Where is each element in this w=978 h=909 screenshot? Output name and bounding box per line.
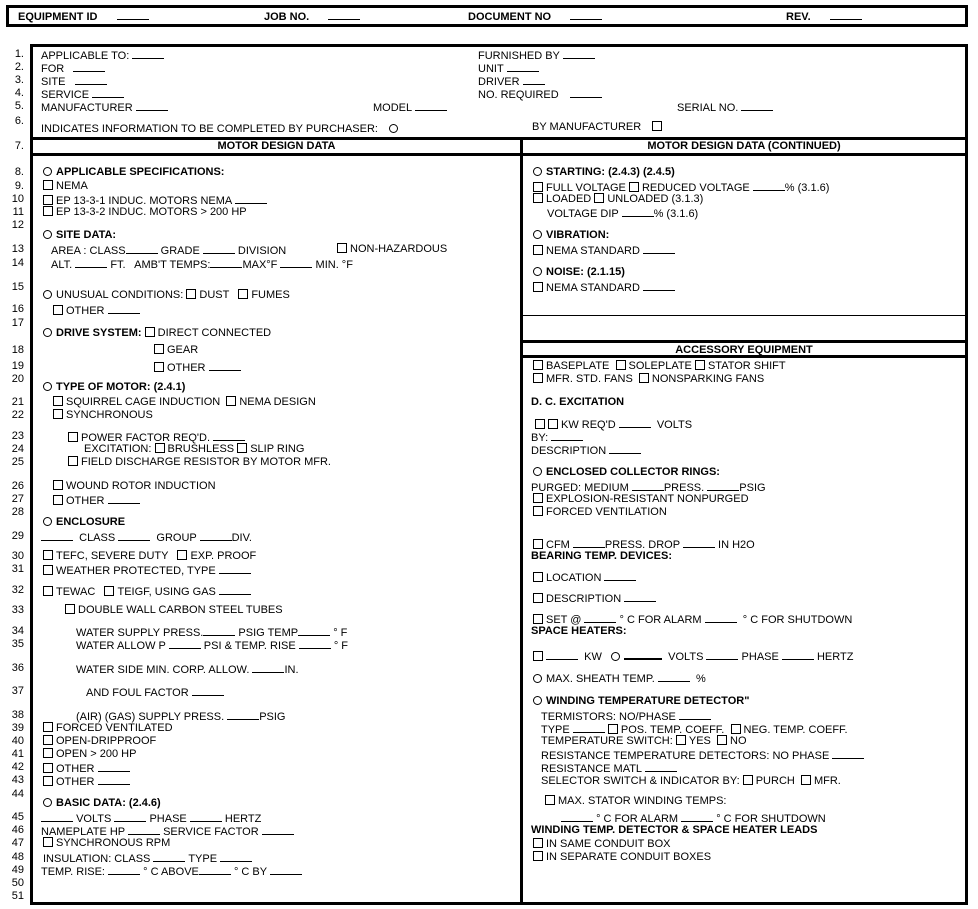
checkbox[interactable] <box>548 419 558 429</box>
dc-excitation-heading: D. C. EXCITATION <box>531 396 625 408</box>
type-of-motor-heading: TYPE OF MOTOR: (2.4.1) <box>43 381 185 394</box>
space-heaters-heading: SPACE HEATERS: <box>531 625 627 637</box>
tefc-row[interactable]: TEFC, SEVERE DUTY EXP. PROOF <box>43 550 256 563</box>
open-dripproof-option[interactable]: OPEN-DRIPPROOF <box>43 735 156 748</box>
purged-row: PURGED: MEDIUM PRESS. PSIG <box>531 482 766 494</box>
line-number: 3. <box>14 74 24 86</box>
line-number: 12 <box>11 219 24 231</box>
manufacturer-row: MANUFACTURER <box>41 100 168 115</box>
checkbox[interactable] <box>43 837 53 847</box>
location-option[interactable]: LOCATION <box>533 570 636 585</box>
rtd-row: RESISTANCE TEMPERATURE DETECTORS: NO PHASE <box>541 748 864 763</box>
line-number: 47 <box>11 837 24 849</box>
direct-connected-checkbox[interactable] <box>145 327 155 337</box>
set-at-row[interactable]: SET @ ° C FOR ALARM ° C FOR SHUTDOWN <box>533 612 852 627</box>
line-number: 41 <box>11 748 24 760</box>
line-number: 49 <box>11 864 24 876</box>
loaded-row[interactable]: LOADED UNLOADED (3.1.3) <box>533 193 703 206</box>
line-number: 42 <box>11 761 24 773</box>
voltage-dip-row: VOLTAGE DIP % (3.1.6) <box>547 208 699 220</box>
checkbox[interactable] <box>53 480 63 490</box>
no-checkbox[interactable] <box>717 735 727 745</box>
checkbox[interactable] <box>533 193 543 203</box>
water-allow-row: WATER ALLOW P PSI & TEMP. RISE ° F <box>76 640 348 652</box>
noise-nema-option[interactable]: NEMA STANDARD <box>533 280 675 295</box>
alt-row: ALT. FT. AMB'T TEMPS: MAX°F MIN. °F <box>51 259 353 271</box>
checkbox[interactable] <box>53 305 63 315</box>
model-field[interactable] <box>415 100 447 111</box>
mfr-checkbox[interactable] <box>801 775 811 785</box>
rev-field[interactable] <box>830 9 862 20</box>
stator-alarm-row: ° C FOR ALARM ° C FOR SHUTDOWN <box>561 811 826 826</box>
temp-rise-row: TEMP. RISE: ° C ABOVE ° C BY <box>41 864 302 879</box>
space-heaters-row: KW VOLTS PHASE HERTZ <box>533 648 853 664</box>
no-required-field[interactable] <box>570 87 602 98</box>
winding-leads-heading: WINDING TEMP. DETECTOR & SPACE HEATER LEADS <box>531 824 818 836</box>
unloaded-checkbox[interactable] <box>594 193 604 203</box>
equipment-id-label: EQUIPMENT ID <box>18 9 149 24</box>
line-number: 14 <box>11 257 24 269</box>
starting-heading: STARTING: (2.4.3) (2.4.5) <box>533 166 675 179</box>
pos-temp-checkbox[interactable] <box>608 724 618 734</box>
checkbox[interactable] <box>43 206 53 216</box>
checkbox[interactable] <box>43 565 53 575</box>
line-number: 26 <box>11 480 24 492</box>
stator-shift-checkbox[interactable] <box>695 360 705 370</box>
line-number: 40 <box>11 735 24 747</box>
enclosure-heading: ENCLOSURE <box>43 516 125 529</box>
line-number: 51 <box>11 890 24 902</box>
unusual-other[interactable]: OTHER <box>53 303 140 318</box>
forced-ventilation-option[interactable]: FORCED VENTILATION <box>533 506 667 519</box>
accessory-title: ACCESSORY EQUIPMENT <box>675 344 813 356</box>
checkbox[interactable] <box>533 593 543 603</box>
document-no-label: DOCUMENT NO <box>468 9 602 24</box>
circle-icon <box>43 230 52 239</box>
insulation-row: INSULATION: CLASS TYPE <box>43 851 252 866</box>
driver-field[interactable] <box>523 74 545 85</box>
line-number: 44 <box>11 788 24 800</box>
line-number: 46 <box>11 824 24 836</box>
water-supply-row: WATER SUPPLY PRESS. PSIG TEMP ° F <box>76 627 348 639</box>
circle-icon <box>611 652 620 661</box>
line-number: 28 <box>11 506 24 518</box>
circle-icon <box>43 382 52 391</box>
checkbox[interactable] <box>533 245 543 255</box>
manufacturer-field[interactable] <box>136 100 168 111</box>
line-number: 34 <box>11 625 24 637</box>
model-row: MODEL <box>373 100 447 115</box>
checkbox[interactable] <box>533 282 543 292</box>
same-conduit-option[interactable]: IN SAME CONDUIT BOX <box>533 838 670 851</box>
line-number: 31 <box>11 563 24 575</box>
line-number: 16 <box>11 303 24 315</box>
site-data-heading: SITE DATA: <box>43 229 116 242</box>
neg-temp-checkbox[interactable] <box>731 724 741 734</box>
air-gas-row: (AIR) (GAS) SUPPLY PRESS. PSIG <box>76 711 286 723</box>
site-field[interactable] <box>75 74 107 85</box>
applicable-to-field[interactable] <box>132 48 164 59</box>
checkbox[interactable] <box>154 362 164 372</box>
synchronous-option[interactable]: SYNCHRONOUS <box>53 409 153 422</box>
squirrel-cage-row[interactable]: SQUIRREL CAGE INDUCTION NEMA DESIGN <box>53 396 316 409</box>
driver-row: DRIVER <box>478 74 545 89</box>
serial-no-row: SERIAL NO. <box>677 100 773 115</box>
line-number: 48 <box>11 851 24 863</box>
checkbox[interactable] <box>533 838 543 848</box>
line-number: 22 <box>11 409 24 421</box>
checkbox[interactable] <box>43 735 53 745</box>
checkbox[interactable] <box>43 195 53 205</box>
line-number: 1. <box>14 48 24 60</box>
checkbox[interactable] <box>43 748 53 758</box>
line-number: 45 <box>11 811 24 823</box>
line-number: 17 <box>11 317 24 329</box>
area-row: AREA : CLASS GRADE DIVISION <box>51 245 287 257</box>
weather-protected-option[interactable]: WEATHER PROTECTED, TYPE <box>43 563 251 578</box>
enclosure-other-1[interactable]: OTHER <box>43 761 130 776</box>
checkbox[interactable] <box>533 651 543 661</box>
serial-no-field[interactable] <box>741 100 773 111</box>
document-no-field[interactable] <box>570 9 602 20</box>
line-number: 7. <box>14 140 24 152</box>
ep1-option[interactable]: EP 13-3-1 INDUC. MOTORS NEMA <box>43 193 267 208</box>
circle-icon <box>533 267 542 276</box>
manufacturer-box-icon <box>652 121 662 131</box>
checkbox[interactable] <box>533 572 543 582</box>
checkbox[interactable] <box>43 722 53 732</box>
fumes-checkbox[interactable] <box>238 289 248 299</box>
double-wall-option[interactable]: DOUBLE WALL CARBON STEEL TUBES <box>65 604 283 617</box>
line-number: 13 <box>11 243 24 255</box>
checkbox[interactable] <box>154 344 164 354</box>
circle-icon <box>43 517 52 526</box>
max-sheath-row: MAX. SHEATH TEMP. % <box>533 671 706 686</box>
line-number: 11 <box>12 206 24 218</box>
checkbox[interactable] <box>43 776 53 786</box>
dc-by-row: BY: <box>531 430 583 445</box>
furnished-by-row: FURNISHED BY <box>478 48 595 63</box>
full-voltage-row[interactable]: FULL VOLTAGE REDUCED VOLTAGE % (3.1.6) <box>533 180 829 195</box>
purch-checkbox[interactable] <box>743 775 753 785</box>
circle-icon <box>533 696 542 705</box>
teigf-checkbox[interactable] <box>104 586 114 596</box>
vibration-heading: VIBRATION: <box>533 229 609 242</box>
equipment-id-field[interactable] <box>117 9 149 20</box>
resistance-matl-row: RESISTANCE MATL <box>541 761 677 776</box>
checkbox[interactable] <box>535 419 545 429</box>
line-number: 5. <box>14 100 24 112</box>
volts-row: VOLTS PHASE HERTZ <box>41 811 261 826</box>
dust-checkbox[interactable] <box>186 289 196 299</box>
bearing-description-option[interactable]: DESCRIPTION <box>533 591 656 606</box>
line-number: 18 <box>11 344 24 356</box>
line-number: 23 <box>11 430 24 442</box>
applicable-to-row: APPLICABLE TO: <box>41 48 164 63</box>
by-manufacturer-note: BY MANUFACTURER <box>532 121 665 134</box>
line-number: 39 <box>11 722 24 734</box>
bearing-temp-heading: BEARING TEMP. DEVICES: <box>531 550 672 562</box>
furnished-by-field[interactable] <box>563 48 595 59</box>
line-number: 35 <box>11 638 24 650</box>
slip-ring-checkbox[interactable] <box>237 443 247 453</box>
circle-icon <box>533 230 542 239</box>
site-row: SITE <box>41 74 107 89</box>
drive-other-option[interactable]: OTHER <box>154 360 241 375</box>
type-row: TYPE POS. TEMP. COEFF. NEG. TEMP. COEFF. <box>541 724 848 736</box>
reduced-voltage-checkbox[interactable] <box>629 182 639 192</box>
separate-conduit-option[interactable]: IN SEPARATE CONDUIT BOXES <box>533 851 711 864</box>
selector-row: SELECTOR SWITCH & INDICATOR BY: PURCH MFR. <box>541 775 841 787</box>
no-required-row: NO. REQUIRED <box>478 87 602 102</box>
checkbox[interactable] <box>533 539 543 549</box>
circle-icon <box>43 167 52 176</box>
excitation-row: EXCITATION: BRUSHLESS SLIP RING <box>84 443 305 455</box>
water-side-row: WATER SIDE MIN. CORP. ALLOW. IN. <box>76 664 299 676</box>
tewac-row[interactable]: TEWAC TEIGF, USING GAS <box>43 584 251 599</box>
checkbox[interactable] <box>533 373 543 383</box>
job-no-label: JOB NO. <box>264 9 360 24</box>
line-number: 15 <box>11 281 24 293</box>
checkbox[interactable] <box>545 795 555 805</box>
field-discharge-option[interactable]: FIELD DISCHARGE RESISTOR BY MOTOR MFR. <box>68 456 331 469</box>
line-number: 30 <box>11 550 24 562</box>
noise-heading: NOISE: (2.1.15) <box>533 266 625 279</box>
ep2-option[interactable]: EP 13-3-2 INDUC. MOTORS > 200 HP <box>43 206 247 219</box>
enclosure-class-row: CLASS GROUP DIV. <box>41 530 252 545</box>
line-number: 43 <box>11 774 24 786</box>
circle-icon <box>533 674 542 683</box>
dc-description-row: DESCRIPTION <box>531 443 641 458</box>
line-number: 37 <box>11 685 24 697</box>
line-number: 50 <box>11 877 24 889</box>
checkbox[interactable] <box>337 243 347 253</box>
motor-other-option[interactable]: OTHER <box>53 493 140 508</box>
nema-option[interactable]: NEMA <box>43 180 88 193</box>
checkbox[interactable] <box>68 456 78 466</box>
line-number: 25 <box>11 456 24 468</box>
nonsparking-checkbox[interactable] <box>639 373 649 383</box>
checkbox[interactable] <box>43 180 53 190</box>
circle-icon <box>533 467 542 476</box>
line-number: 6. <box>14 115 24 127</box>
enclosure-other-2[interactable]: OTHER <box>43 774 130 789</box>
non-hazardous-option[interactable]: NON-HAZARDOUS <box>337 243 447 256</box>
checkbox[interactable] <box>65 604 75 614</box>
gear-option[interactable]: GEAR <box>154 344 198 357</box>
line-number: 2. <box>14 61 24 73</box>
forced-ventilated-option[interactable]: FORCED VENTILATED <box>43 722 173 735</box>
checkbox[interactable] <box>53 409 63 419</box>
checkbox[interactable] <box>533 182 543 192</box>
drive-system-row: DRIVE SYSTEM: DIRECT CONNECTED <box>43 327 271 340</box>
wound-rotor-option[interactable]: WOUND ROTOR INDUCTION <box>53 480 216 493</box>
for-row: FOR <box>41 61 105 76</box>
open-200-option[interactable]: OPEN > 200 HP <box>43 748 136 761</box>
explosion-resistant-option[interactable]: EXPLOSION-RESISTANT NONPURGED <box>533 493 749 506</box>
service-field[interactable] <box>92 87 124 98</box>
unit-row: UNIT <box>478 61 539 76</box>
temp-switch-row: TEMPERATURE SWITCH: YES NO <box>541 735 747 747</box>
circle-icon <box>43 328 52 337</box>
purchaser-note: INDICATES INFORMATION TO BE COMPLETED BY PURCHASER: <box>41 123 402 136</box>
sync-rpm-option[interactable]: SYNCHRONOUS RPM <box>43 837 170 850</box>
cfm-row[interactable]: CFM PRESS. DROP IN H2O <box>533 537 755 552</box>
line-number: 8. <box>14 166 24 178</box>
baseplate-row[interactable]: BASEPLATE SOLEPLATE STATOR SHIFT <box>533 360 786 373</box>
vibration-nema-option[interactable]: NEMA STANDARD <box>533 243 675 258</box>
line-number: 9. <box>14 180 24 192</box>
left-section-title: MOTOR DESIGN DATA <box>217 140 336 152</box>
service-row: SERVICE <box>41 87 124 102</box>
nameplate-row: NAMEPLATE HP SERVICE FACTOR <box>41 824 294 839</box>
line-number: 19 <box>11 360 24 372</box>
checkbox[interactable] <box>533 614 543 624</box>
job-no-field[interactable] <box>328 9 360 20</box>
circle-icon <box>533 167 542 176</box>
brushless-checkbox[interactable] <box>155 443 165 453</box>
line-number: 33 <box>11 604 24 616</box>
checkbox[interactable] <box>53 396 63 406</box>
line-number: 36 <box>11 662 24 674</box>
termistors-row: TERMISTORS: NO/PHASE <box>541 709 711 724</box>
basic-data-heading: BASIC DATA: (2.4.6) <box>43 797 161 810</box>
checkbox[interactable] <box>533 851 543 861</box>
for-field[interactable] <box>73 61 105 72</box>
unit-field[interactable] <box>507 61 539 72</box>
line-number: 38 <box>11 709 24 721</box>
checkbox[interactable] <box>533 493 543 503</box>
line-number: 24 <box>11 443 24 455</box>
applicable-specs-heading: APPLICABLE SPECIFICATIONS: <box>43 166 224 179</box>
unusual-row: UNUSUAL CONDITIONS: DUST FUMES <box>43 289 290 302</box>
max-stator-option[interactable]: MAX. STATOR WINDING TEMPS: <box>545 795 726 808</box>
line-number: 27 <box>11 493 24 505</box>
rev-label: REV. <box>786 9 862 24</box>
line-number: 10 <box>11 193 24 205</box>
circle-icon <box>43 290 52 299</box>
enclosed-rings-heading: ENCLOSED COLLECTOR RINGS: <box>533 466 720 479</box>
line-number: 29 <box>11 530 24 542</box>
checkbox[interactable] <box>43 550 53 560</box>
kw-reqd-row[interactable]: KW REQ'D VOLTS <box>535 417 692 432</box>
fans-row[interactable]: MFR. STD. FANS NONSPARKING FANS <box>533 373 764 386</box>
checkbox[interactable] <box>43 586 53 596</box>
checkbox[interactable] <box>68 432 78 442</box>
line-number: 20 <box>11 373 24 385</box>
checkbox[interactable] <box>533 506 543 516</box>
soleplate-checkbox[interactable] <box>616 360 626 370</box>
purchaser-circle-icon <box>389 124 398 133</box>
circle-icon <box>43 798 52 807</box>
checkbox[interactable] <box>533 360 543 370</box>
line-number: 4. <box>14 87 24 99</box>
power-factor-option[interactable]: POWER FACTOR REQ'D. <box>68 430 245 445</box>
winding-detector-heading: WINDING TEMPERATURE DETECTOR" <box>533 695 749 708</box>
exp-proof-checkbox[interactable] <box>177 550 187 560</box>
checkbox[interactable] <box>43 763 53 773</box>
right-section-title: MOTOR DESIGN DATA (CONTINUED) <box>647 140 841 152</box>
yes-checkbox[interactable] <box>676 735 686 745</box>
nema-design-checkbox[interactable] <box>226 396 236 406</box>
line-number: 21 <box>11 396 24 408</box>
line-number: 32 <box>11 584 24 596</box>
foul-factor-row: AND FOUL FACTOR <box>86 685 224 700</box>
checkbox[interactable] <box>53 495 63 505</box>
